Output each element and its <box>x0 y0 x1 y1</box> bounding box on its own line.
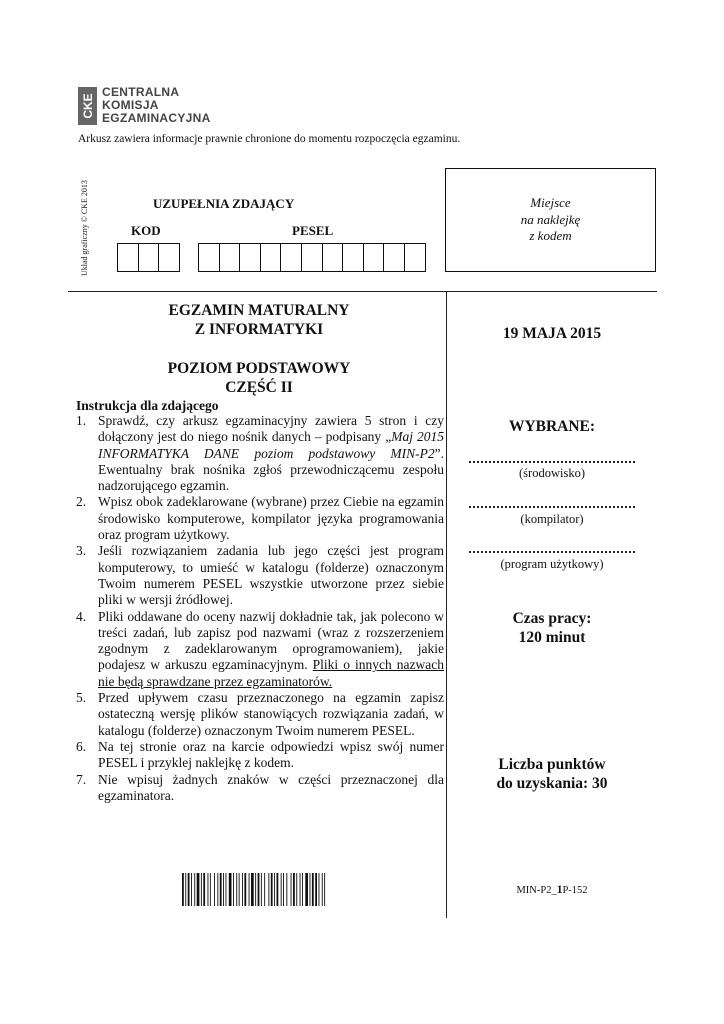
barcode-bar <box>283 873 284 906</box>
pesel-cell[interactable] <box>322 243 343 272</box>
pesel-cell[interactable] <box>383 243 404 272</box>
instruction-text: Na tej stronie oraz na karcie odpowiedzi wpisz swój numer PESEL i przyklej naklejkę z kodem. <box>98 738 444 771</box>
compiler-entry-line[interactable] <box>469 506 635 508</box>
barcode-bar <box>296 873 297 906</box>
barcode <box>182 873 350 906</box>
barcode-bar <box>312 873 314 906</box>
pesel-cell[interactable] <box>219 243 240 272</box>
underlined-warning: Pliki o innych nazwach nie będą sprawdzane przez egzaminatorów. <box>98 657 444 689</box>
barcode-bar <box>194 873 195 906</box>
barcode-bar <box>188 873 190 906</box>
logo-mark-text: CKE <box>80 92 95 119</box>
environment-label: (środowisko) <box>519 466 585 480</box>
kod-cell[interactable] <box>158 243 180 272</box>
kod-input-cells[interactable] <box>117 243 180 272</box>
barcode-bar <box>229 873 232 906</box>
barcode-bar <box>185 873 186 906</box>
barcode-bar <box>236 873 237 906</box>
sheet-code-prefix: MIN-P2_ <box>516 885 557 896</box>
barcode-bar <box>249 873 250 906</box>
copyright-vertical-label: Układ graficzny © CKE 2013 <box>80 180 89 276</box>
candidate-fill-title: UZUPEŁNIA ZDAJĄCY <box>153 196 295 211</box>
logo-line-1: CENTRALNA <box>102 85 180 99</box>
sticker-text <box>445 195 656 245</box>
instruction-text: Przed upływem czasu przeznaczonego na egzamin zapisz ostateczną wersję plików stanowiących rozwiązania zadań, w katalogu (folderze) oznaczonym Twoim numerem PESEL. <box>98 690 444 738</box>
pesel-cell[interactable] <box>363 243 384 272</box>
program-label: (program użytkowy) <box>500 557 604 571</box>
exam-level-line-1: POZIOM PODSTAWOWY <box>167 360 351 377</box>
barcode-bar <box>191 873 192 906</box>
logo-line-3: EGZAMINACYJNA <box>102 111 211 125</box>
barcode-bar <box>291 873 292 906</box>
instruction-number: 4. <box>76 608 87 624</box>
instruction-item-6 <box>76 739 444 772</box>
barcode-bar <box>182 873 184 906</box>
sticker-line-1: Miejsce <box>530 195 571 210</box>
instruction-number: 3. <box>76 543 87 559</box>
barcode-bar <box>210 873 211 906</box>
barcode-bar <box>286 873 287 906</box>
barcode-bar <box>261 873 262 906</box>
instruction-number: 7. <box>76 771 87 787</box>
barcode-bar <box>223 873 224 906</box>
barcode-bar <box>244 873 246 906</box>
barcode-bar <box>322 873 323 906</box>
sheet-code <box>447 884 657 896</box>
instruction-text: Nie wpisuj żadnych znaków w części przeznaczonej dla egzaminatora. <box>98 771 444 803</box>
kod-label: KOD <box>131 223 161 238</box>
media-name: Maj 2015 INFORMATYKA DANE poziom podstawowy MIN-P2 <box>98 429 444 461</box>
exam-title-line-1: EGZAMIN MATURALNY <box>168 302 350 319</box>
exam-level-line-2: CZĘŚĆ II <box>225 379 293 396</box>
work-time <box>447 609 657 647</box>
instruction-item-2 <box>76 494 444 543</box>
instruction-text: Wpisz obok zadeklarowane (wybrane) przez Ciebie na egzamin środowisko komputerowe, kompilator języka programowania oraz program użytkowy. <box>98 494 444 543</box>
barcode-bar <box>293 873 295 906</box>
instruction-number: 5. <box>76 690 87 706</box>
sheet-code-bold: 1 <box>556 884 563 896</box>
instruction-item-7 <box>76 772 444 805</box>
pesel-label: PESEL <box>292 223 334 238</box>
instruction-number: 1. <box>76 413 87 428</box>
barcode-bar <box>239 873 240 906</box>
barcode-bar <box>302 873 303 906</box>
cke-logo <box>78 86 211 125</box>
sticker-line-3: z kodem <box>529 228 572 243</box>
cke-logo-mark <box>78 87 97 125</box>
protection-notice: Arkusz zawiera informacje prawnie chronione do momentu rozpoczęcia egzaminu. <box>78 133 461 145</box>
environment-entry-line[interactable] <box>469 461 635 463</box>
kod-cell[interactable] <box>117 243 138 272</box>
pesel-input-cells[interactable] <box>198 243 426 272</box>
instruction-text <box>98 609 444 690</box>
instruction-text-part: Sprawdź, czy arkusz egzaminacyjny zawiera 5 stron i czy dołączony jest do niego nośnik danych – podpisany „ <box>98 413 444 445</box>
barcode-bar <box>255 873 256 906</box>
points-line-1: Liczba punktów <box>498 756 606 773</box>
instruction-item-1 <box>76 413 444 494</box>
barcode-bar <box>208 873 209 906</box>
barcode-bar <box>324 873 325 906</box>
logo-text <box>102 86 211 125</box>
exam-level <box>84 359 434 397</box>
compiler-label: (kompilator) <box>520 512 584 526</box>
sheet-code-suffix: P-152 <box>562 885 588 896</box>
barcode-bar <box>300 873 301 906</box>
horizontal-divider <box>68 291 657 292</box>
barcode-bar <box>268 873 269 906</box>
exam-title <box>84 301 434 339</box>
instructions-list <box>76 413 444 804</box>
pesel-cell[interactable] <box>198 243 219 272</box>
barcode-bar <box>274 873 275 906</box>
points-line-2: do uzyskania: 30 <box>496 775 608 792</box>
pesel-cell[interactable] <box>260 243 281 272</box>
vertical-divider <box>446 292 447 918</box>
exam-title-line-2: Z INFORMATYKI <box>194 321 324 338</box>
instruction-text-part: Pliki oddawane do oceny nazwij dokładnie tak, jak polecono w treści zadań, lub zapisz pod nazwami (wraz z rozszerzeniem zgodnym z zadeklarowanym oprogramowaniem), jakie podajesz w arkuszu egzaminacyjnym. <box>98 608 444 673</box>
barcode-bar <box>258 873 260 906</box>
barcode-bar <box>315 873 317 906</box>
barcode-bar <box>242 873 243 906</box>
exam-date: 19 MAJA 2015 <box>502 325 602 342</box>
barcode-bar <box>310 873 311 906</box>
logo-line-2: KOMISJA <box>102 98 159 112</box>
barcode-bar <box>264 873 265 906</box>
pesel-cell[interactable] <box>301 243 322 272</box>
instruction-text <box>98 413 444 494</box>
instruction-number: 2. <box>76 494 87 510</box>
barcode-bar <box>226 873 227 906</box>
instruction-text: Jeśli rozwiązaniem zadania lub jego części jest program komputerowy, to umieść w katalogu (folderze) oznaczonym Twoim numerem PESEL wszystkie utworzone przez siebie pliki w wersji źródłowej. <box>98 543 444 608</box>
pesel-cell[interactable] <box>404 243 426 272</box>
pesel-cell[interactable] <box>342 243 363 272</box>
instructions-heading: Instrukcja dla zdającego <box>76 398 219 413</box>
barcode-bar <box>203 873 205 906</box>
points-available <box>447 755 657 793</box>
barcode-bar <box>233 873 234 906</box>
instruction-item-3 <box>76 543 444 608</box>
pesel-cell[interactable] <box>239 243 260 272</box>
chosen-title: WYBRANE: <box>508 418 596 435</box>
barcode-bar <box>197 873 200 906</box>
work-time-line-1: Czas pracy: <box>512 610 592 627</box>
instruction-text-part: ”. Ewentualny brak nośnika zgłoś przewodniczącemu zespołu nadzorującego egzamin. <box>98 445 444 494</box>
instruction-item-5 <box>76 690 444 739</box>
barcode-bar <box>217 873 218 906</box>
instruction-number: 6. <box>76 738 87 754</box>
program-entry-line[interactable] <box>469 551 635 553</box>
barcode-bar <box>214 873 215 906</box>
barcode-bar <box>305 873 308 906</box>
barcode-bar <box>271 873 273 906</box>
barcode-bar <box>319 873 320 906</box>
barcode-bar <box>281 873 282 906</box>
kod-cell[interactable] <box>138 243 159 272</box>
work-time-line-2: 120 minut <box>518 629 586 646</box>
instruction-item-4 <box>76 609 444 690</box>
barcode-bar <box>220 873 222 906</box>
sticker-line-2: na naklejkę <box>520 211 581 227</box>
barcode-bar <box>201 873 202 906</box>
barcode-bar <box>251 873 254 906</box>
barcode-bar <box>277 873 279 906</box>
pesel-cell[interactable] <box>280 243 301 272</box>
